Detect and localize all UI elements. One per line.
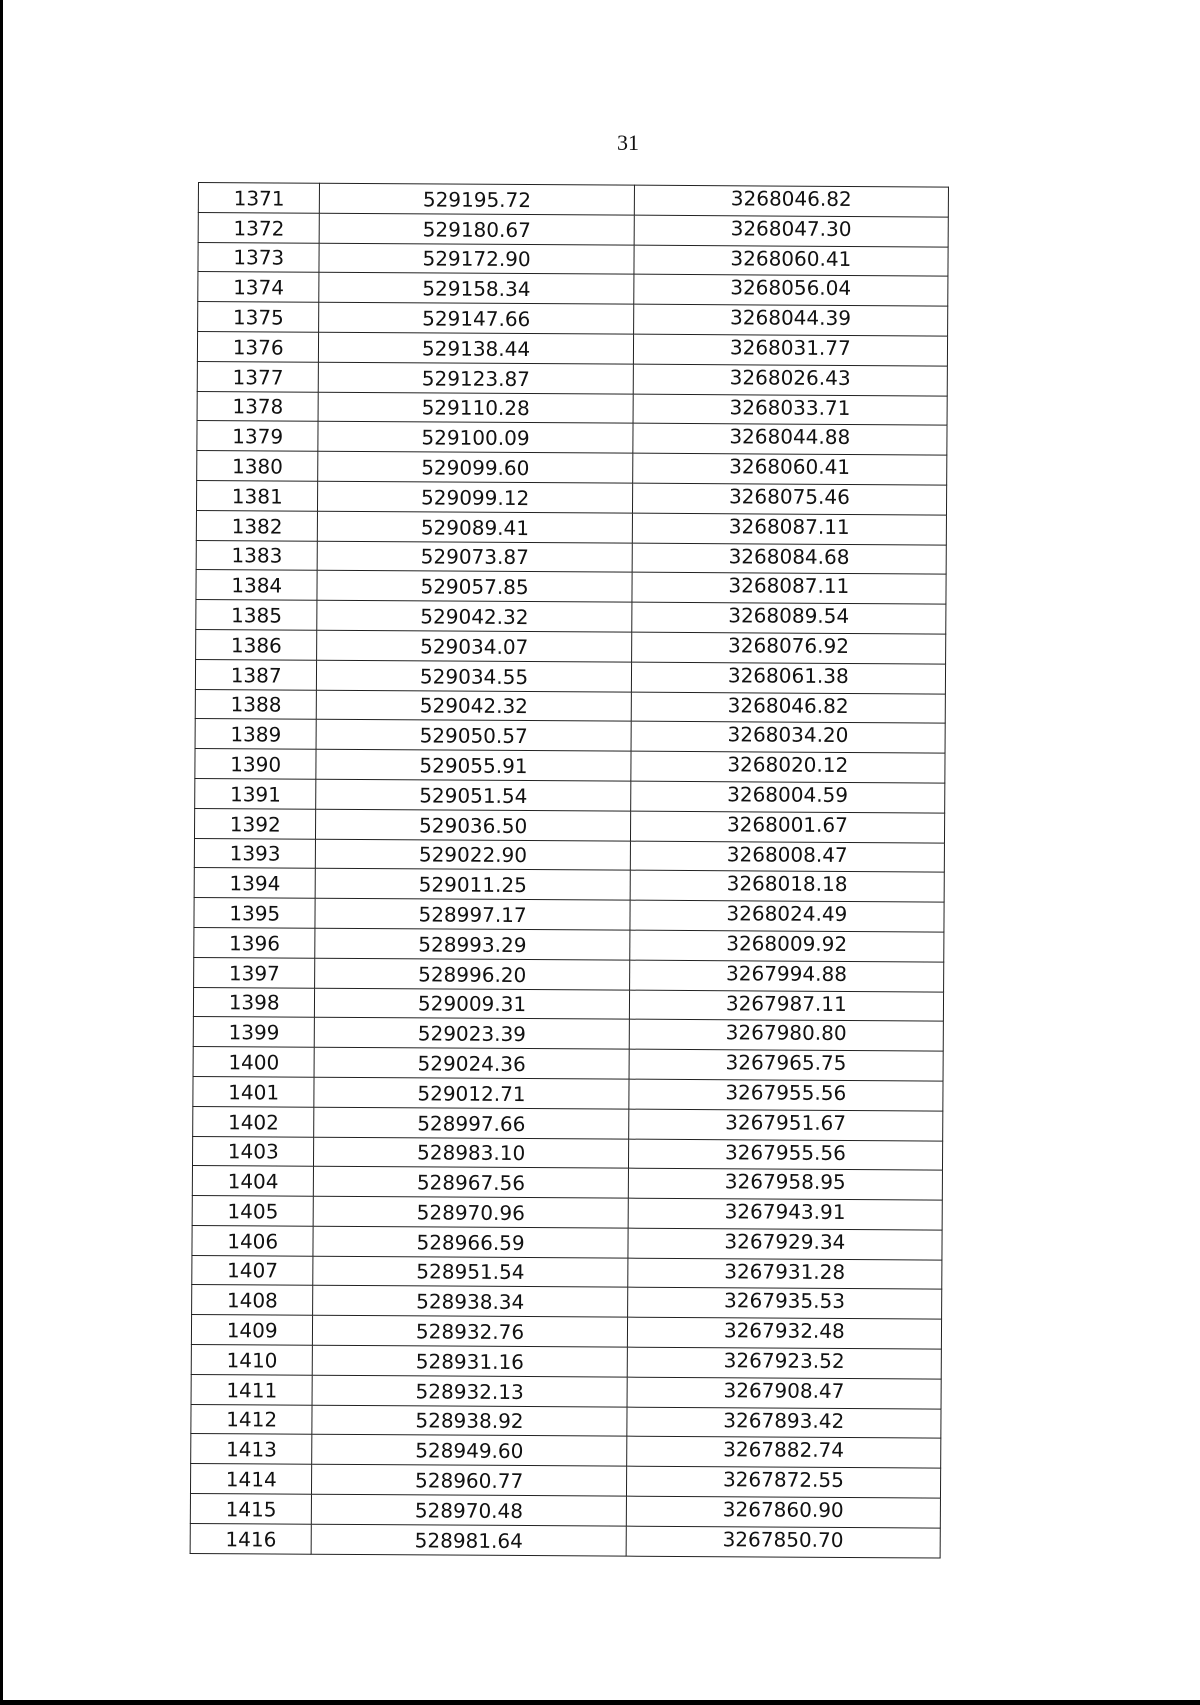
table-row bbox=[194, 898, 944, 932]
page-border-bottom bbox=[0, 1700, 1200, 1705]
y-coordinate-cell: 3268075.46 bbox=[632, 483, 946, 515]
x-coordinate-cell: 529036.50 bbox=[316, 809, 630, 841]
x-coordinate-cell: 528938.34 bbox=[313, 1286, 627, 1318]
y-coordinate-cell: 3267929.34 bbox=[628, 1228, 942, 1260]
x-coordinate-cell: 528970.48 bbox=[312, 1494, 626, 1526]
y-coordinate-cell: 3268060.41 bbox=[632, 453, 946, 485]
x-coordinate-cell: 528960.77 bbox=[312, 1464, 626, 1496]
point-number-cell: 1400 bbox=[193, 1047, 315, 1078]
point-number-cell: 1416 bbox=[190, 1523, 312, 1554]
table-row bbox=[193, 987, 943, 1021]
table-row bbox=[191, 1434, 941, 1468]
y-coordinate-cell: 3268018.18 bbox=[630, 870, 944, 902]
table-row bbox=[192, 1285, 942, 1319]
x-coordinate-cell: 529180.67 bbox=[320, 213, 634, 245]
x-coordinate-cell: 529051.54 bbox=[316, 779, 630, 811]
table-row bbox=[192, 1225, 942, 1259]
x-coordinate-cell: 528967.56 bbox=[314, 1167, 628, 1199]
y-coordinate-cell: 3267980.80 bbox=[629, 1019, 943, 1051]
table-row bbox=[196, 510, 946, 544]
x-coordinate-cell: 529042.32 bbox=[317, 690, 631, 722]
table-row bbox=[191, 1374, 941, 1408]
point-number-cell: 1407 bbox=[192, 1255, 314, 1286]
table-row bbox=[190, 1464, 940, 1498]
x-coordinate-cell: 529073.87 bbox=[318, 541, 632, 573]
point-number-cell: 1382 bbox=[196, 510, 318, 541]
table-row bbox=[195, 659, 945, 693]
x-coordinate-cell: 529089.41 bbox=[318, 511, 632, 543]
point-number-cell: 1392 bbox=[194, 808, 316, 839]
y-coordinate-cell: 3268020.12 bbox=[631, 751, 945, 783]
x-coordinate-cell: 529034.55 bbox=[317, 660, 631, 692]
point-number-cell: 1375 bbox=[198, 302, 320, 333]
table-row bbox=[192, 1255, 942, 1289]
point-number-cell: 1406 bbox=[192, 1225, 314, 1256]
y-coordinate-cell: 3268008.47 bbox=[630, 841, 944, 873]
table-row bbox=[196, 629, 946, 663]
x-coordinate-cell: 528996.20 bbox=[315, 958, 629, 990]
table-row bbox=[195, 719, 945, 753]
x-coordinate-cell: 528931.16 bbox=[313, 1345, 627, 1377]
x-coordinate-cell: 529099.12 bbox=[318, 481, 632, 513]
y-coordinate-cell: 3267935.53 bbox=[627, 1288, 941, 1320]
y-coordinate-cell: 3268076.92 bbox=[631, 632, 945, 664]
y-coordinate-cell: 3268084.68 bbox=[632, 543, 946, 575]
x-coordinate-cell: 529147.66 bbox=[319, 302, 633, 334]
y-coordinate-cell: 3267923.52 bbox=[627, 1347, 941, 1379]
y-coordinate-cell: 3268034.20 bbox=[631, 721, 945, 753]
point-number-cell: 1378 bbox=[197, 391, 319, 422]
y-coordinate-cell: 3267987.11 bbox=[629, 990, 943, 1022]
table-row bbox=[196, 600, 946, 634]
point-number-cell: 1379 bbox=[197, 421, 319, 452]
point-number-cell: 1415 bbox=[190, 1494, 312, 1525]
table-row bbox=[197, 421, 947, 455]
coordinate-table bbox=[190, 182, 949, 1558]
point-number-cell: 1412 bbox=[191, 1404, 313, 1435]
y-coordinate-cell: 3268001.67 bbox=[630, 811, 944, 843]
point-number-cell: 1397 bbox=[194, 957, 316, 988]
x-coordinate-cell: 528949.60 bbox=[312, 1435, 626, 1467]
x-coordinate-cell: 529123.87 bbox=[319, 362, 633, 394]
table-row bbox=[194, 808, 944, 842]
point-number-cell: 1389 bbox=[195, 719, 317, 750]
table-row bbox=[198, 272, 948, 306]
y-coordinate-cell: 3268044.39 bbox=[633, 304, 947, 336]
table-row bbox=[190, 1494, 940, 1528]
x-coordinate-cell: 529110.28 bbox=[318, 392, 632, 424]
x-coordinate-cell: 529012.71 bbox=[314, 1077, 628, 1109]
table-row bbox=[195, 689, 945, 723]
y-coordinate-cell: 3267958.95 bbox=[628, 1168, 942, 1200]
y-coordinate-cell: 3268009.92 bbox=[629, 930, 943, 962]
point-number-cell: 1377 bbox=[197, 361, 319, 392]
y-coordinate-cell: 3267994.88 bbox=[629, 960, 943, 992]
y-coordinate-cell: 3267860.90 bbox=[626, 1496, 940, 1528]
point-number-cell: 1374 bbox=[198, 272, 320, 303]
y-coordinate-cell: 3267893.42 bbox=[627, 1407, 941, 1439]
point-number-cell: 1388 bbox=[195, 689, 317, 720]
y-coordinate-cell: 3268044.88 bbox=[633, 424, 947, 456]
table-row bbox=[196, 480, 946, 514]
point-number-cell: 1409 bbox=[191, 1315, 313, 1346]
table-row bbox=[197, 451, 947, 485]
point-number-cell: 1413 bbox=[191, 1434, 313, 1465]
y-coordinate-cell: 3268033.71 bbox=[633, 394, 947, 426]
point-number-cell: 1385 bbox=[196, 600, 318, 631]
point-number-cell: 1372 bbox=[198, 212, 320, 243]
x-coordinate-cell: 528966.59 bbox=[313, 1226, 627, 1258]
point-number-cell: 1396 bbox=[194, 927, 316, 958]
page-border-left bbox=[0, 0, 3, 1705]
point-number-cell: 1391 bbox=[195, 778, 317, 809]
table-row bbox=[193, 1076, 943, 1110]
y-coordinate-cell: 3268024.49 bbox=[630, 900, 944, 932]
x-coordinate-cell: 529042.32 bbox=[317, 600, 631, 632]
y-coordinate-cell: 3267850.70 bbox=[626, 1526, 940, 1558]
x-coordinate-cell: 528997.66 bbox=[314, 1107, 628, 1139]
x-coordinate-cell: 528983.10 bbox=[314, 1137, 628, 1169]
x-coordinate-cell: 528951.54 bbox=[313, 1256, 627, 1288]
y-coordinate-cell: 3268060.41 bbox=[634, 245, 948, 277]
y-coordinate-cell: 3267872.55 bbox=[626, 1466, 940, 1498]
y-coordinate-cell: 3267955.56 bbox=[629, 1079, 943, 1111]
x-coordinate-cell: 529138.44 bbox=[319, 332, 633, 364]
y-coordinate-cell: 3268047.30 bbox=[634, 215, 948, 247]
y-coordinate-cell: 3267882.74 bbox=[626, 1437, 940, 1469]
coordinate-table-body bbox=[190, 183, 948, 1558]
y-coordinate-cell: 3267932.48 bbox=[627, 1317, 941, 1349]
table-row bbox=[192, 1166, 942, 1200]
x-coordinate-cell: 529034.07 bbox=[317, 630, 631, 662]
point-number-cell: 1386 bbox=[196, 629, 318, 660]
y-coordinate-cell: 3267931.28 bbox=[627, 1258, 941, 1290]
y-coordinate-cell: 3268087.11 bbox=[632, 513, 946, 545]
table-row bbox=[194, 868, 944, 902]
table-row bbox=[196, 540, 946, 574]
table-row bbox=[192, 1136, 942, 1170]
point-number-cell: 1405 bbox=[192, 1196, 314, 1227]
x-coordinate-cell: 529050.57 bbox=[316, 720, 630, 752]
point-number-cell: 1414 bbox=[190, 1464, 312, 1495]
point-number-cell: 1384 bbox=[196, 570, 318, 601]
y-coordinate-cell: 3267951.67 bbox=[628, 1109, 942, 1141]
y-coordinate-cell: 3267943.91 bbox=[628, 1198, 942, 1230]
point-number-cell: 1390 bbox=[195, 749, 317, 780]
y-coordinate-cell: 3268056.04 bbox=[633, 275, 947, 307]
x-coordinate-cell: 529011.25 bbox=[316, 869, 630, 901]
table-row bbox=[197, 331, 947, 365]
table-row bbox=[196, 570, 946, 604]
y-coordinate-cell: 3267965.75 bbox=[629, 1049, 943, 1081]
table-row bbox=[191, 1345, 941, 1379]
point-number-cell: 1387 bbox=[195, 659, 317, 690]
x-coordinate-cell: 529099.60 bbox=[318, 451, 632, 483]
table-row bbox=[194, 957, 944, 991]
y-coordinate-cell: 3267955.56 bbox=[628, 1139, 942, 1171]
point-number-cell: 1398 bbox=[193, 987, 315, 1018]
x-coordinate-cell: 528993.29 bbox=[315, 928, 629, 960]
x-coordinate-cell: 529158.34 bbox=[319, 273, 633, 305]
table-row bbox=[190, 1523, 940, 1557]
y-coordinate-cell: 3268061.38 bbox=[631, 662, 945, 694]
table-row bbox=[191, 1404, 941, 1438]
y-coordinate-cell: 3268046.82 bbox=[634, 185, 948, 217]
table-row bbox=[197, 361, 947, 395]
x-coordinate-cell: 529057.85 bbox=[317, 571, 631, 603]
table-row bbox=[197, 391, 947, 425]
point-number-cell: 1408 bbox=[192, 1285, 314, 1316]
x-coordinate-cell: 528997.17 bbox=[315, 898, 629, 930]
point-number-cell: 1404 bbox=[192, 1166, 314, 1197]
table-row bbox=[198, 242, 948, 276]
point-number-cell: 1383 bbox=[196, 540, 318, 571]
table-row bbox=[194, 838, 944, 872]
x-coordinate-cell: 529100.09 bbox=[318, 422, 632, 454]
table-row bbox=[192, 1196, 942, 1230]
table-row bbox=[195, 749, 945, 783]
x-coordinate-cell: 528932.13 bbox=[312, 1375, 626, 1407]
table-row bbox=[193, 1017, 943, 1051]
y-coordinate-cell: 3268087.11 bbox=[632, 573, 946, 605]
page-number: 31 bbox=[617, 130, 639, 155]
x-coordinate-cell: 529023.39 bbox=[315, 1018, 629, 1050]
point-number-cell: 1381 bbox=[196, 480, 318, 511]
x-coordinate-cell: 529022.90 bbox=[316, 839, 630, 871]
y-coordinate-cell: 3268089.54 bbox=[631, 602, 945, 634]
point-number-cell: 1394 bbox=[194, 868, 316, 899]
point-number-cell: 1380 bbox=[197, 451, 319, 482]
point-number-cell: 1401 bbox=[193, 1076, 315, 1107]
point-number-cell: 1395 bbox=[194, 898, 316, 929]
point-number-cell: 1402 bbox=[193, 1106, 315, 1137]
point-number-cell: 1399 bbox=[193, 1017, 315, 1048]
x-coordinate-cell: 529009.31 bbox=[315, 988, 629, 1020]
table-row bbox=[191, 1315, 941, 1349]
x-coordinate-cell: 529172.90 bbox=[319, 243, 633, 275]
x-coordinate-cell: 529055.91 bbox=[316, 749, 630, 781]
point-number-cell: 1403 bbox=[192, 1136, 314, 1167]
table-row bbox=[198, 302, 948, 336]
x-coordinate-cell: 528932.76 bbox=[313, 1316, 627, 1348]
table-row bbox=[193, 1047, 943, 1081]
x-coordinate-cell: 528981.64 bbox=[312, 1524, 626, 1556]
table-row bbox=[195, 778, 945, 812]
table-row bbox=[198, 212, 948, 246]
x-coordinate-cell: 528970.96 bbox=[314, 1196, 628, 1228]
point-number-cell: 1411 bbox=[191, 1374, 313, 1405]
y-coordinate-cell: 3267908.47 bbox=[627, 1377, 941, 1409]
point-number-cell: 1393 bbox=[194, 838, 316, 869]
point-number-cell: 1373 bbox=[198, 242, 320, 273]
point-number-cell: 1371 bbox=[198, 183, 320, 214]
point-number-cell: 1410 bbox=[191, 1345, 313, 1376]
x-coordinate-cell: 529024.36 bbox=[314, 1047, 628, 1079]
table-row bbox=[194, 927, 944, 961]
y-coordinate-cell: 3268031.77 bbox=[633, 334, 947, 366]
table-row bbox=[193, 1106, 943, 1140]
y-coordinate-cell: 3268004.59 bbox=[630, 781, 944, 813]
y-coordinate-cell: 3268026.43 bbox=[633, 364, 947, 396]
x-coordinate-cell: 529195.72 bbox=[320, 183, 634, 215]
table-row bbox=[198, 183, 948, 217]
y-coordinate-cell: 3268046.82 bbox=[631, 692, 945, 724]
x-coordinate-cell: 528938.92 bbox=[312, 1405, 626, 1437]
point-number-cell: 1376 bbox=[197, 331, 319, 362]
